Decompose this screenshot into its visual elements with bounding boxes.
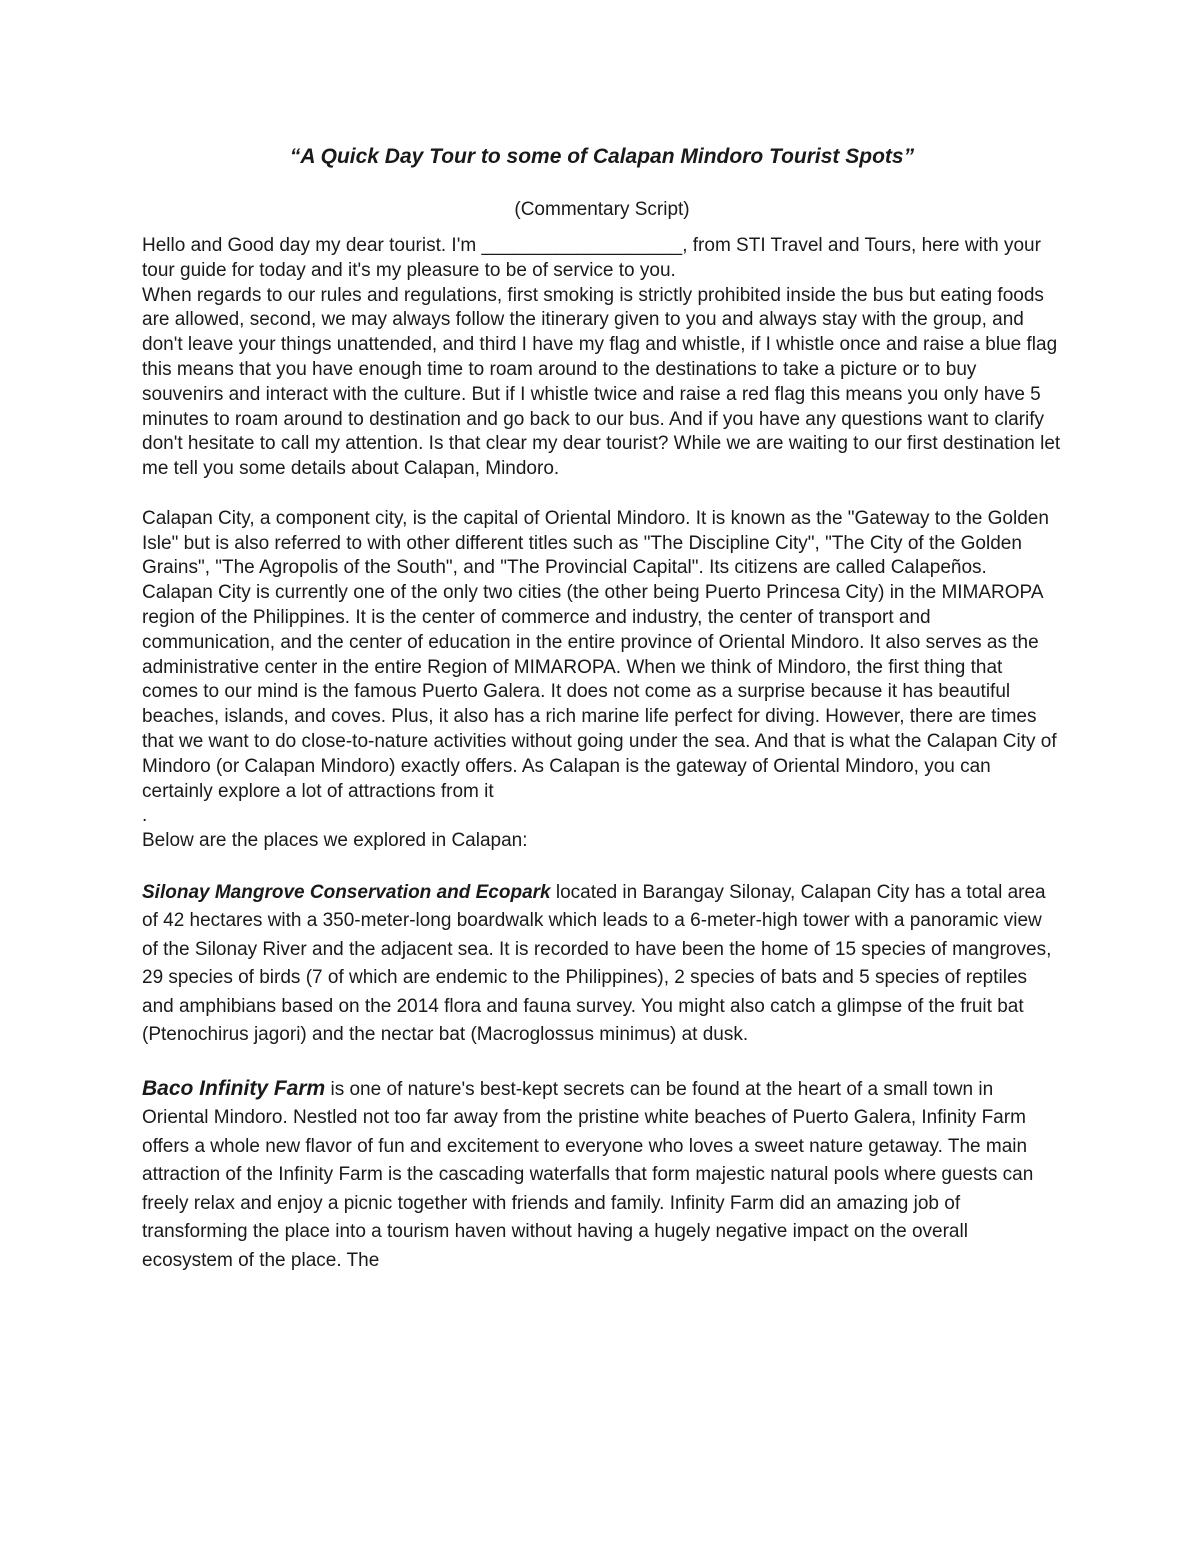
document-page xyxy=(142,140,1062,1275)
paragraph-gap xyxy=(142,854,1062,879)
stray-period: . xyxy=(142,805,148,827)
places-section xyxy=(142,879,1062,1275)
calapan-overview-paragraph: Calapan City, a component city, is the capital of Oriental Mindoro. It is known as the "Gateway to the Golden Isle" but is also referred to with other different titles such as "The Discipline City", "The City of the Golden Grains", "The Agropolis of the South", and "The Provincial Capital". Its citizens are called Calapeños. xyxy=(142,507,1049,579)
paragraph-gap xyxy=(142,482,1062,507)
intro-section xyxy=(142,234,1062,879)
document-title: “A Quick Day Tour to some of Calapan Mindoro Tourist Spots” xyxy=(289,145,915,168)
baco-description: is one of nature's best-kept secrets can be found at the heart of a small town in Oriental Mindoro. Nestled not too far away from the pristine white beaches of Puerto Galera, Infinity Farm offers a whole new flavor of fun and excitement to everyone who loves a sweet nature getaway. The main attraction of the Infinity Farm is the cascading waterfalls that form majestic natural pools where guests can freely relax and enjoy a picnic together with friends and family. Infinity Farm did an amazing job of transforming the place into a tourism haven without having a hugely negative impact on the overall ecosystem of the place. The xyxy=(142,1078,1034,1271)
silonay-place-name: Silonay Mangrove Conservation and Ecopark xyxy=(142,881,551,903)
paragraph-gap xyxy=(142,1050,1062,1075)
rules-paragraph: When regards to our rules and regulations, first smoking is strictly prohibited inside the bus but eating foods are allowed, second, we may always follow the itinerary given to you and always stay with the group, and don't leave your things unattended, and third I have my flag and whistle, if I whistle once and raise a blue flag this means that you have enough time to roam around to the destinations to take a picture or to buy souvenirs and interact with the culture. But if I whistle twice and raise a red flag this means you only have 5 minutes to roam around to destination and go back to our bus. And if you have any questions want to clarify don't hesitate to call my attention. Is that clear my dear tourist? While we are waiting to our first destination let me tell you some details about Calapan, Mindoro. xyxy=(142,284,1061,480)
greeting-paragraph: Hello and Good day my dear tourist. I'm ___________________, from STI Travel and Tours, here with your tour guide for today and it's my pleasure to be of service to you. xyxy=(142,235,1041,281)
calapan-details-paragraph: Calapan City is currently one of the only two cities (the other being Puerto Princesa City) in the MIMAROPA region of the Philippines. It is the center of commerce and industry, the center of transport and communication, and the center of education in the entire province of Oriental Mindoro. It also serves as the administrative center in the entire Region of MIMAROPA. When we think of Mindoro, the first thing that comes to our mind is the famous Puerto Galera. It does not come as a surprise because it has beautiful beaches, islands, and coves. Plus, it also has a rich marine life perfect for diving. However, there are times that we want to do close-to-nature activities without going under the sea. And that is what the Calapan City of Mindoro (or Calapan Mindoro) exactly offers. As Calapan is the gateway of Oriental Mindoro, you can certainly explore a lot of attractions from it xyxy=(142,582,1057,802)
baco-place-name: Baco Infinity Farm xyxy=(142,1076,326,1100)
places-intro: Below are the places we explored in Calapan: xyxy=(142,830,528,852)
baco-paragraph xyxy=(142,1075,1062,1276)
document-subtitle: (Commentary Script) xyxy=(514,199,690,220)
silonay-paragraph xyxy=(142,879,1062,1050)
silonay-description: located in Barangay Silonay, Calapan City has a total area of 42 hectares with a 350-meter-long boardwalk which leads to a 6-meter-high tower with a panoramic view of the Silonay River and the adjacent sea. It is recorded to have been the home of 15 species of mangroves, 29 species of birds (7 of which are endemic to the Philippines), 2 species of bats and 5 species of reptiles and amphibians based on the 2014 flora and fauna survey. You might also catch a glimpse of the fruit bat (Ptenochirus jagori) and the nectar bat (Macroglossus minimus) at dusk. xyxy=(142,881,1052,1046)
